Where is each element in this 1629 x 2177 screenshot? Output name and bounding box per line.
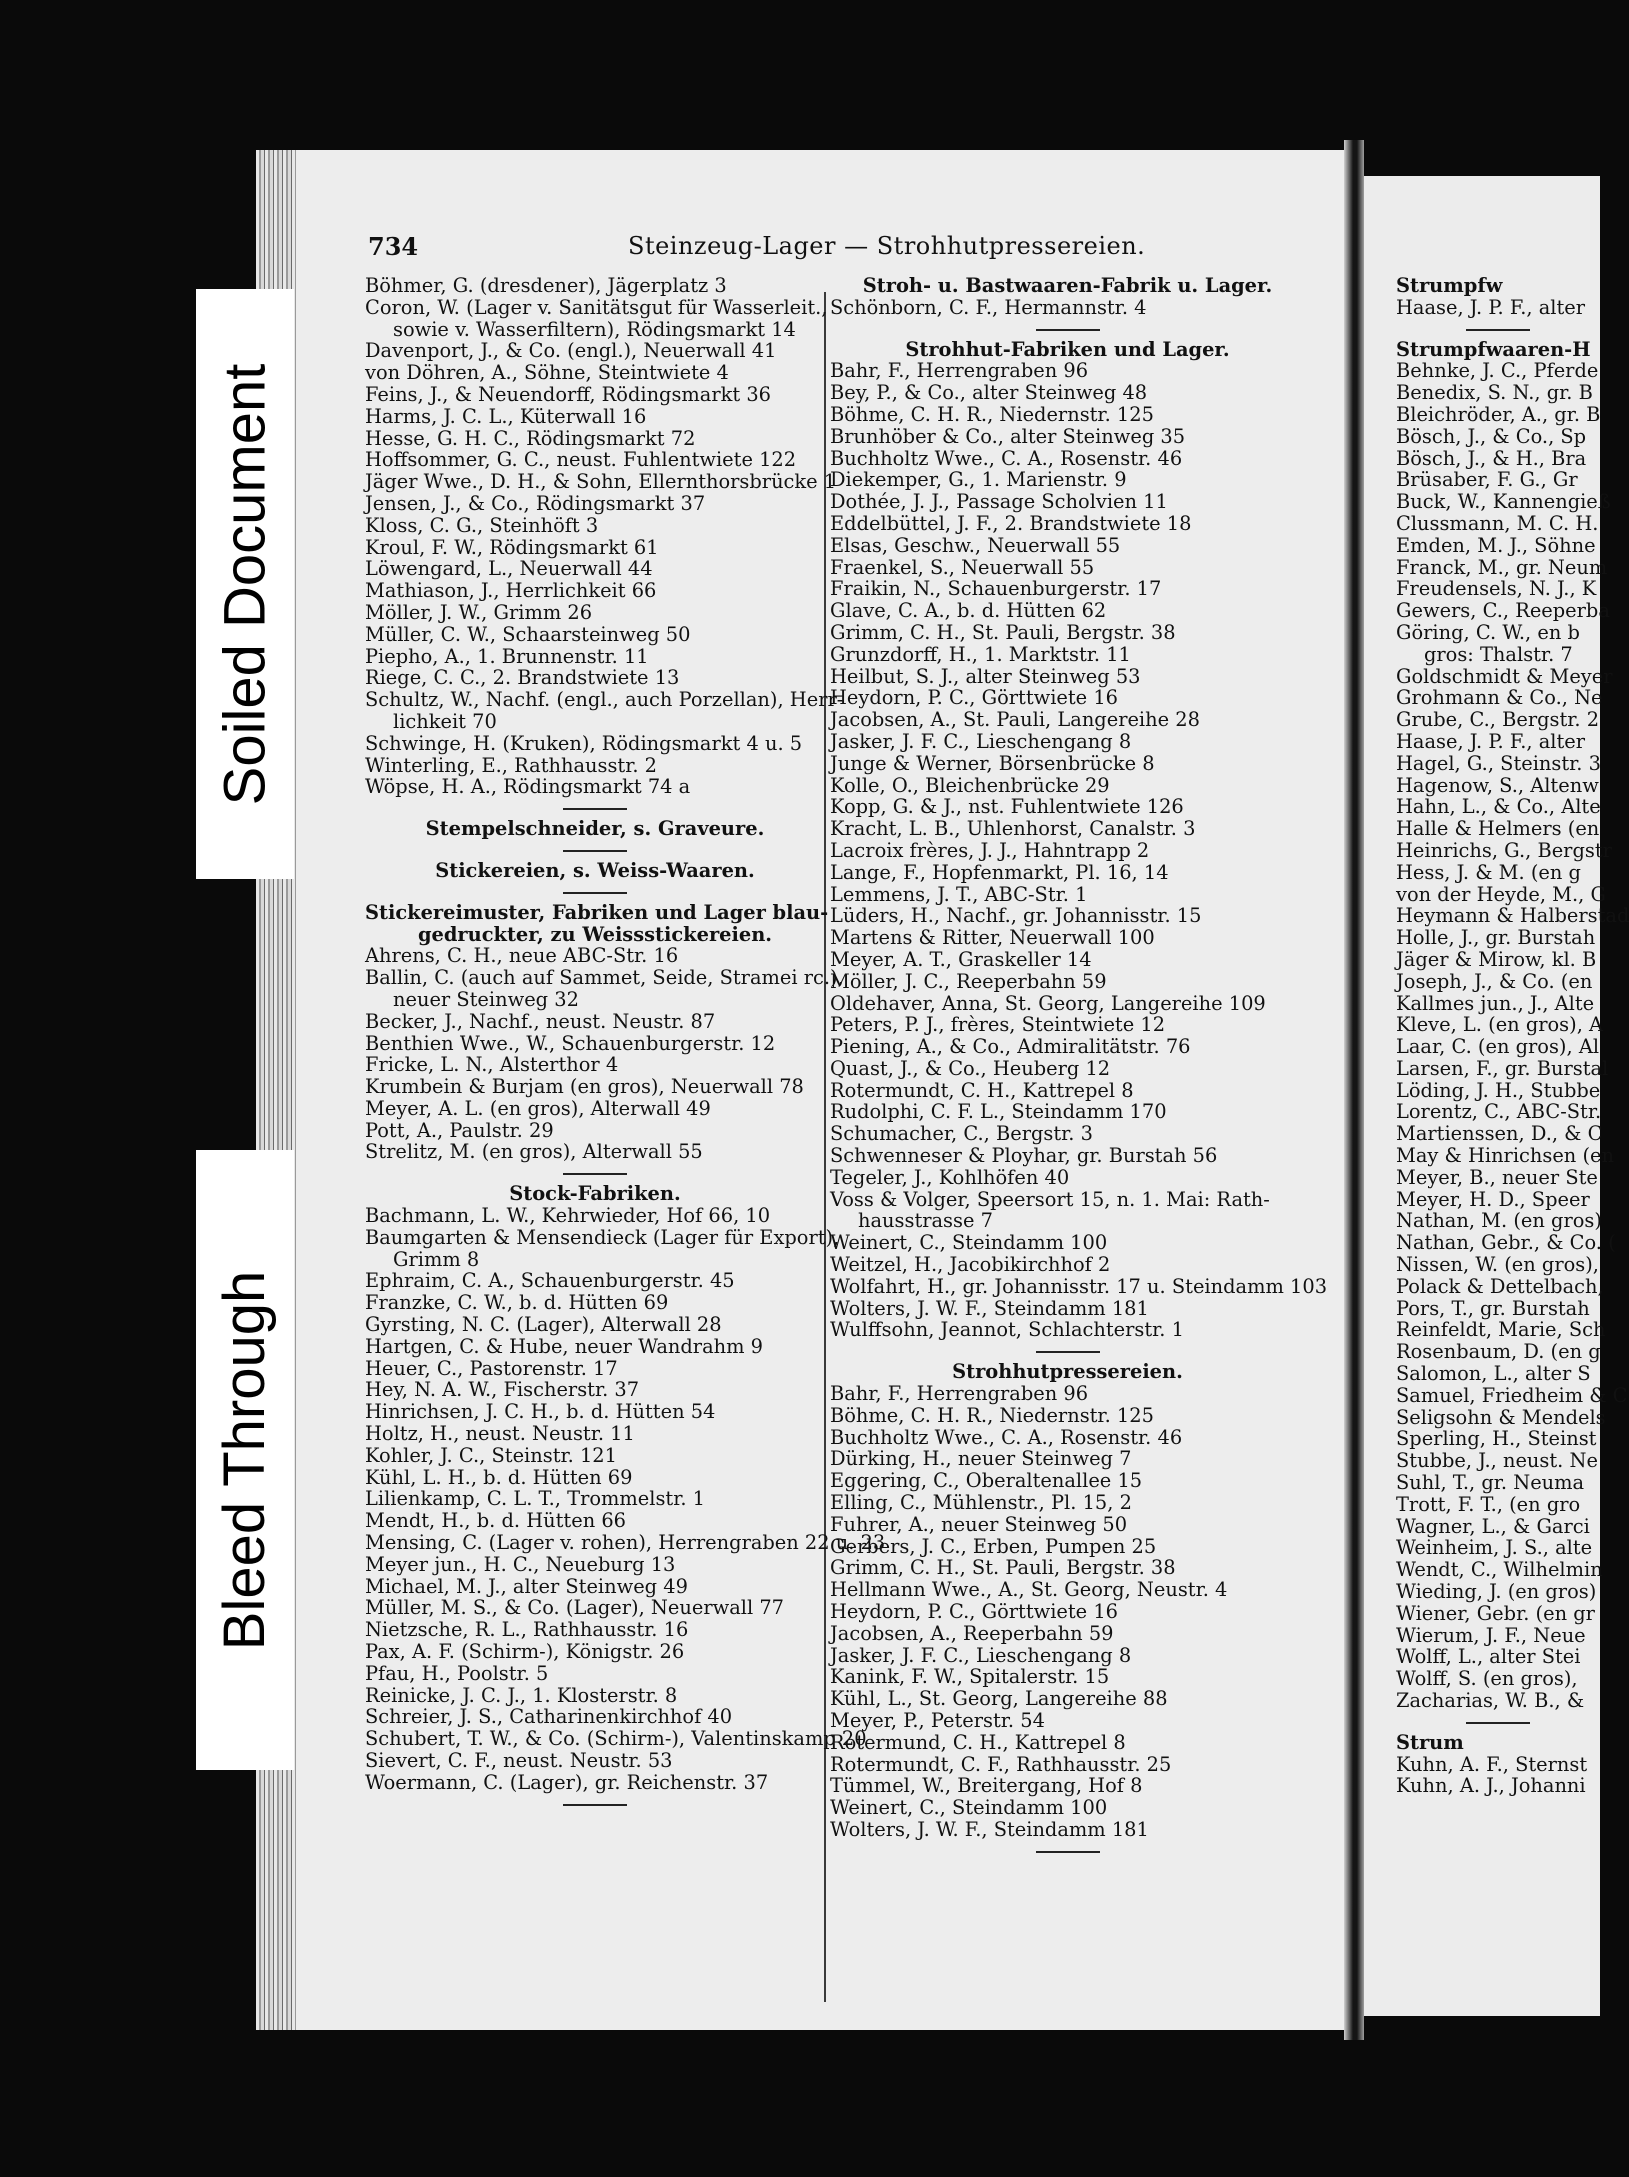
directory-entry: Hellmann Wwe., A., St. Georg, Neustr. 4 bbox=[830, 1578, 1228, 1602]
directory-entry: Krumbein & Burjam (en gros), Neuerwall 78 bbox=[365, 1075, 804, 1099]
directory-entry: Laar, C. (en gros), Al bbox=[1396, 1035, 1600, 1059]
directory-entry: Heydorn, P. C., Görttwiete 16 bbox=[830, 686, 1118, 710]
section-divider bbox=[830, 319, 1305, 339]
soiled-document-label-text: Soiled Document bbox=[212, 363, 278, 805]
directory-entry: Pott, A., Paulstr. 29 bbox=[365, 1118, 554, 1142]
directory-entry: Wiener, Gebr. (en gr bbox=[1396, 1601, 1595, 1625]
page-number: 734 bbox=[368, 232, 419, 261]
directory-entry: Sievert, C. F., neust. Neustr. 53 bbox=[365, 1749, 673, 1772]
directory-entry: Rotermundt, C. H., Kattrepel 8 bbox=[830, 1078, 1134, 1102]
directory-entry: Gewers, C., Reeperba bbox=[1396, 599, 1610, 623]
directory-entry: Fraenkel, S., Neuerwall 55 bbox=[830, 555, 1095, 579]
directory-entry: Kleve, L. (en gros), A bbox=[1396, 1013, 1604, 1037]
directory-entry: Löding, J. H., Stubbe bbox=[1396, 1078, 1601, 1102]
directory-entry: Brunhöber & Co., alter Steinweg 35 bbox=[830, 424, 1186, 448]
directory-entry: Trott, F. T., (en gro bbox=[1396, 1492, 1581, 1516]
section-heading: Stickereimuster, Fabriken und Lager blau- bbox=[365, 900, 829, 924]
directory-entry: Meyer, A. T., Graskeller 14 bbox=[830, 947, 1092, 971]
directory-entry: Buck, W., Kannengieß bbox=[1396, 490, 1611, 514]
directory-entry: May & Hinrichsen (en bbox=[1396, 1144, 1614, 1168]
directory-entry: Nietzsche, R. L., Rathhausstr. 16 bbox=[365, 1618, 689, 1642]
directory-entry: Fricke, L. N., Alsterthor 4 bbox=[365, 1053, 619, 1077]
entry-continuation: sowie v. Wasserfiltern), Rödingsmarkt 14 bbox=[393, 317, 796, 341]
directory-entry: Heinrichs, G., Bergstr bbox=[1396, 838, 1612, 862]
directory-entry: Grube, C., Bergstr. 2 bbox=[1396, 708, 1600, 732]
directory-entry: Strelitz, M. (en gros), Alterwall 55 bbox=[365, 1140, 703, 1164]
directory-entry: Ahrens, C. H., neue ABC-Str. 16 bbox=[365, 944, 679, 968]
directory-entry: Rudolphi, C. F. L., Steindamm 170 bbox=[830, 1100, 1167, 1124]
directory-entry: Bachmann, L. W., Kehrwieder, Hof 66, 10 bbox=[365, 1204, 771, 1228]
directory-entry: Dothée, J. J., Passage Scholvien 11 bbox=[830, 490, 1168, 514]
directory-entry: Samuel, Friedheim & C bbox=[1396, 1383, 1628, 1407]
directory-entry: Jacobsen, A., Reeperbahn 59 bbox=[830, 1621, 1114, 1645]
directory-entry: Goldschmidt & Meyer bbox=[1396, 664, 1613, 688]
directory-entry: Joseph, J., & Co. (en bbox=[1396, 969, 1593, 993]
directory-entry: Meyer, A. L. (en gros), Alterwall 49 bbox=[365, 1096, 711, 1120]
directory-entry: Grunzdorff, H., 1. Marktstr. 11 bbox=[830, 642, 1131, 666]
directory-entry: Wierum, J. F., Neue bbox=[1396, 1623, 1586, 1647]
book-gutter bbox=[1344, 140, 1364, 2040]
directory-entry: Weinert, C., Steindamm 100 bbox=[830, 1796, 1108, 1820]
directory-entry: Ephraim, C. A., Schauenburgerstr. 45 bbox=[365, 1269, 735, 1293]
directory-entry: Diekemper, G., 1. Marienstr. 9 bbox=[830, 468, 1127, 492]
directory-entry: Lange, F., Hopfenmarkt, Pl. 16, 14 bbox=[830, 860, 1169, 884]
directory-entry: Schwenneser & Ployhar, gr. Burstah 56 bbox=[830, 1144, 1218, 1168]
directory-entry: Meyer, H. D., Speer bbox=[1396, 1187, 1590, 1211]
directory-entry: Kolle, O., Bleichenbrücke 29 bbox=[830, 773, 1110, 797]
directory-entry: Fraikin, N., Schauenburgerstr. 17 bbox=[830, 577, 1162, 601]
directory-entry: Jasker, J. F. C., Lieschengang 8 bbox=[830, 1643, 1132, 1667]
bleed-through-label-text: Bleed Through bbox=[212, 1270, 278, 1650]
section-heading: Strumpfwaaren-H bbox=[1396, 337, 1591, 361]
directory-entry: Bahr, F., Herrengraben 96 bbox=[830, 359, 1089, 383]
directory-entry: Ballin, C. (auch auf Sammet, Seide, Stramei rc.), bbox=[365, 966, 844, 990]
directory-entry: Kohler, J. C., Steinstr. 121 bbox=[365, 1443, 617, 1467]
section-heading: Strohhutpressereien. bbox=[952, 1360, 1183, 1384]
directory-entry: Schönborn, C. F., Hermannstr. 4 bbox=[830, 295, 1147, 319]
section-divider bbox=[365, 1163, 825, 1183]
directory-entry: von der Heyde, M., G bbox=[1396, 882, 1606, 906]
directory-entry: Hagenow, S., Altenw bbox=[1396, 773, 1599, 797]
section-heading: Stroh- u. Bastwaaren-Fabrik u. Lager. bbox=[862, 274, 1273, 297]
directory-entry: Rosenbaum, D. (en g bbox=[1396, 1340, 1601, 1364]
directory-entry: Halle & Helmers (en bbox=[1396, 817, 1600, 841]
directory-entry: Sperling, H., Steinst bbox=[1396, 1427, 1597, 1451]
directory-entry: Gyrsting, N. C. (Lager), Alterwall 28 bbox=[365, 1313, 722, 1337]
bleed-through-label bbox=[196, 1150, 294, 1770]
directory-entry: Kallmes jun., J., Alte bbox=[1396, 991, 1595, 1015]
directory-entry: Meyer jun., H. C., Neueburg 13 bbox=[365, 1552, 676, 1576]
directory-entry: Wieding, J. (en gros) bbox=[1396, 1580, 1597, 1604]
directory-entry: Larsen, F., gr. Burstal bbox=[1396, 1056, 1609, 1080]
directory-entry: Buchholtz Wwe., C. A., Rosenstr. 46 bbox=[830, 1425, 1183, 1449]
directory-entry: Winterling, E., Rathhausstr. 2 bbox=[365, 753, 658, 777]
directory-entry: Riege, C. C., 2. Brandstwiete 13 bbox=[365, 666, 680, 690]
directory-entry: Weitzel, H., Jacobikirchhof 2 bbox=[830, 1253, 1111, 1277]
directory-entry: Jensen, J., & Co., Rödingsmarkt 37 bbox=[365, 491, 706, 515]
directory-entry: Lorentz, C., ABC-Str. bbox=[1396, 1100, 1602, 1124]
directory-entry: Peters, P. J., frères, Steintwiete 12 bbox=[830, 1013, 1166, 1037]
directory-entry: Hoffsommer, G. C., neust. Fuhlentwiete 122 bbox=[365, 448, 797, 472]
directory-entry: Coron, W. (Lager v. Sanitätsgut für Wasserleit., bbox=[365, 295, 828, 319]
directory-entry: Lemmens, J. T., ABC-Str. 1 bbox=[830, 882, 1088, 906]
directory-entry: Baumgarten & Mensendieck (Lager für Export), bbox=[365, 1225, 840, 1249]
directory-entry: Hahn, L., & Co., Alte bbox=[1396, 795, 1601, 819]
entry-continuation: hausstrasse 7 bbox=[858, 1209, 993, 1233]
directory-entry: Lüders, H., Nachf., gr. Johannisstr. 15 bbox=[830, 904, 1202, 928]
directory-entry: Gerbers, J. C., Erben, Pumpen 25 bbox=[830, 1534, 1157, 1558]
directory-entry: Rotermundt, C. F., Rathhausstr. 25 bbox=[830, 1752, 1172, 1776]
directory-entry: Salomon, L., alter S bbox=[1396, 1362, 1591, 1386]
directory-entry: Kracht, L. B., Uhlenhorst, Canalstr. 3 bbox=[830, 817, 1196, 841]
page-header bbox=[368, 232, 1268, 266]
directory-entry: Schubert, T. W., & Co. (Schirm-), Valentinskamp 20 bbox=[365, 1727, 867, 1751]
directory-entry: Quast, J., & Co., Heuberg 12 bbox=[830, 1056, 1111, 1080]
section-heading: Strumpfw bbox=[1396, 274, 1503, 297]
directory-entry: Piepho, A., 1. Brunnenstr. 11 bbox=[365, 644, 649, 668]
directory-entry: Tegeler, J., Kohlhöfen 40 bbox=[830, 1165, 1070, 1189]
directory-entry: Böhme, C. H. R., Niedernstr. 125 bbox=[830, 402, 1154, 426]
directory-entry: Jäger & Mirow, kl. B bbox=[1396, 947, 1597, 971]
directory-entry: Wolters, J. W. F., Steindamm 181 bbox=[830, 1296, 1149, 1320]
directory-entry: Böhmer, G. (dresdener), Jägerplatz 3 bbox=[365, 274, 727, 297]
directory-entry: Holle, J., gr. Burstah bbox=[1396, 926, 1596, 950]
directory-entry: Fuhrer, A., neuer Steinweg 50 bbox=[830, 1512, 1128, 1536]
directory-entry: Benedix, S. N., gr. B bbox=[1396, 381, 1593, 405]
directory-entry: Meyer, P., Peterstr. 54 bbox=[830, 1709, 1045, 1732]
directory-entry: Bahr, F., Herrengraben 96 bbox=[830, 1382, 1089, 1406]
right-page-column bbox=[1396, 274, 1629, 1798]
directory-entry: Müller, C. W., Schaarsteinweg 50 bbox=[365, 622, 691, 646]
directory-entry: Clussmann, M. C. H. bbox=[1396, 511, 1599, 535]
directory-entry: Hagel, G., Steinstr. 3 bbox=[1396, 751, 1601, 775]
directory-entry: Reinicke, J. C. J., 1. Klosterstr. 8 bbox=[365, 1683, 678, 1707]
directory-entry: Nathan, M. (en gros) bbox=[1396, 1209, 1602, 1233]
directory-entry: Michael, M. J., alter Steinweg 49 bbox=[365, 1574, 688, 1598]
directory-entry: Brüsaber, F. G., Gr bbox=[1396, 468, 1578, 492]
section-heading: Stock-Fabriken. bbox=[509, 1182, 681, 1206]
directory-entry: Hesse, G. H. C., Rödingsmarkt 72 bbox=[365, 426, 696, 450]
directory-entry: Kuhn, A. F., Sternst bbox=[1396, 1752, 1588, 1776]
directory-entry: Heilbut, S. J., alter Steinweg 53 bbox=[830, 664, 1141, 688]
directory-entry: Glave, C. A., b. d. Hütten 62 bbox=[830, 599, 1107, 623]
directory-entry: Löwengard, L., Neuerwall 44 bbox=[365, 557, 653, 581]
directory-entry: Polack & Dettelbach, bbox=[1396, 1274, 1604, 1298]
directory-entry: Wagner, L., & Garci bbox=[1396, 1514, 1590, 1538]
directory-entry: Oldehaver, Anna, St. Georg, Langereihe 109 bbox=[830, 991, 1266, 1015]
entry-continuation: Grimm 8 bbox=[393, 1247, 480, 1271]
directory-entry: Franck, M., gr. Neum bbox=[1396, 555, 1608, 579]
directory-entry: Kühl, L., St. Georg, Langereihe 88 bbox=[830, 1687, 1168, 1711]
section-divider bbox=[365, 1794, 825, 1814]
directory-entry: Holtz, H., neust. Neustr. 11 bbox=[365, 1422, 635, 1446]
directory-entry: Grimm, C. H., St. Pauli, Bergstr. 38 bbox=[830, 620, 1176, 644]
section-divider bbox=[1396, 319, 1600, 339]
directory-entry: Jäger Wwe., D. H., & Sohn, Ellernthorsbrücke 1 bbox=[365, 470, 837, 494]
directory-entry: Hinrichsen, J. C. H., b. d. Hütten 54 bbox=[365, 1400, 716, 1424]
section-heading: gedruckter, zu Weissstickereien. bbox=[417, 922, 773, 946]
directory-entry: Behnke, J. C., Pferde bbox=[1396, 359, 1599, 383]
section-heading: Strohhut-Fabriken und Lager. bbox=[905, 337, 1230, 361]
entry-continuation: lichkeit 70 bbox=[393, 709, 497, 733]
directory-entry: Schultz, W., Nachf. (engl., auch Porzellan), Herr- bbox=[365, 688, 844, 712]
directory-entry: Nathan, Gebr., & Co. ( bbox=[1396, 1231, 1616, 1255]
directory-entry: Nissen, W. (en gros), bbox=[1396, 1253, 1599, 1277]
directory-entry: Jacobsen, A., St. Pauli, Langereihe 28 bbox=[830, 708, 1200, 732]
directory-entry: Zacharias, W. B., & bbox=[1396, 1689, 1585, 1712]
directory-entry: Mathiason, J., Herrlichkeit 66 bbox=[365, 579, 657, 603]
directory-entry: Kühl, L. H., b. d. Hütten 69 bbox=[365, 1465, 633, 1489]
directory-entry: Weinheim, J. S., alte bbox=[1396, 1536, 1593, 1560]
directory-entry: Pors, T., gr. Burstah bbox=[1396, 1296, 1590, 1320]
directory-entry: Suhl, T., gr. Neuma bbox=[1396, 1471, 1585, 1495]
directory-entry: Haase, J. P. F., alter bbox=[1396, 729, 1586, 753]
directory-entry: Voss & Volger, Speersort 15, n. 1. Mai: Rath- bbox=[830, 1187, 1270, 1211]
directory-entry: Kloss, C. G., Steinhöft 3 bbox=[365, 513, 599, 537]
directory-entry: Pax, A. F. (Schirm-), Königstr. 26 bbox=[365, 1640, 685, 1664]
directory-entry: Dürking, H., neuer Steinweg 7 bbox=[830, 1447, 1132, 1471]
directory-entry: Junge & Werner, Börsenbrücke 8 bbox=[830, 751, 1155, 775]
directory-entry: Reinfeldt, Marie, Sch bbox=[1396, 1318, 1606, 1342]
directory-entry: Möller, J. W., Grimm 26 bbox=[365, 600, 593, 624]
directory-entry: Piening, A., & Co., Admiralitätstr. 76 bbox=[830, 1035, 1191, 1059]
section-heading: Strum bbox=[1396, 1730, 1464, 1754]
directory-entry: Tümmel, W., Breitergang, Hof 8 bbox=[830, 1774, 1143, 1798]
directory-entry: Freudensels, N. J., K bbox=[1396, 577, 1597, 601]
directory-entry: Bey, P., & Co., alter Steinweg 48 bbox=[830, 381, 1148, 405]
directory-entry: Weinert, C., Steindamm 100 bbox=[830, 1231, 1108, 1255]
directory-entry: Lilienkamp, C. L. T., Trommelstr. 1 bbox=[365, 1487, 706, 1511]
directory-entry: Wendt, C., Wilhelmin bbox=[1396, 1558, 1603, 1582]
directory-entry: Kanink, F. W., Spitalerstr. 15 bbox=[830, 1665, 1110, 1689]
directory-entry: Harms, J. C. L., Küterwall 16 bbox=[365, 404, 647, 428]
directory-entry: Emden, M. J., Söhne bbox=[1396, 533, 1596, 557]
soiled-document-label bbox=[196, 289, 294, 879]
section-heading: Stickereien, s. Weiss-Waaren. bbox=[435, 858, 755, 882]
directory-entry: Elsas, Geschw., Neuerwall 55 bbox=[830, 533, 1121, 557]
directory-entry: Möller, J. C., Reeperbahn 59 bbox=[830, 969, 1107, 993]
directory-entry: Mensing, C. (Lager v. rohen), Herrengraben 22 u. 23 bbox=[365, 1531, 886, 1555]
section-divider bbox=[830, 1841, 1305, 1861]
directory-entry: Becker, J., Nachf., neust. Neustr. 87 bbox=[365, 1009, 716, 1033]
directory-entry: Schreier, J. S., Catharinenkirchhof 40 bbox=[365, 1705, 733, 1729]
directory-entry: Böhme, C. H. R., Niedernstr. 125 bbox=[830, 1403, 1154, 1427]
directory-entry: Hey, N. A. W., Fischerstr. 37 bbox=[365, 1378, 640, 1402]
directory-entry: Kroul, F. W., Rödingsmarkt 61 bbox=[365, 535, 659, 559]
directory-entry: Göring, C. W., en b bbox=[1396, 620, 1580, 644]
directory-entry: Martens & Ritter, Neuerwall 100 bbox=[830, 926, 1155, 950]
directory-entry: Schumacher, C., Bergstr. 3 bbox=[830, 1122, 1093, 1146]
directory-entry: Bösch, J., & H., Bra bbox=[1396, 446, 1587, 470]
directory-entry: Wolff, S. (en gros), bbox=[1396, 1667, 1578, 1691]
entry-continuation: gros: Thalstr. 7 bbox=[1424, 642, 1573, 666]
directory-entry: Eggering, C., Oberaltenallee 15 bbox=[830, 1469, 1143, 1493]
middle-column bbox=[830, 274, 1328, 1861]
directory-entry: Hess, J. & M. (en g bbox=[1396, 860, 1581, 884]
directory-entry: Benthien Wwe., W., Schauenburgerstr. 12 bbox=[365, 1031, 776, 1055]
directory-entry: Eddelbüttel, J. F., 2. Brandstwiete 18 bbox=[830, 511, 1192, 535]
directory-entry: Heydorn, P. C., Görttwiete 16 bbox=[830, 1600, 1118, 1624]
directory-entry: Haase, J. P. F., alter bbox=[1396, 295, 1586, 319]
directory-entry: Feins, J., & Neuendorff, Rödingsmarkt 36 bbox=[365, 382, 772, 406]
directory-entry: Bösch, J., & Co., Sp bbox=[1396, 424, 1587, 448]
directory-entry: Mendt, H., b. d. Hütten 66 bbox=[365, 1509, 627, 1533]
directory-entry: Meyer, B., neuer Ste bbox=[1396, 1165, 1598, 1189]
directory-entry: Wolfahrt, H., gr. Johannisstr. 17 u. Steindamm 103 bbox=[830, 1274, 1328, 1298]
entry-continuation: neuer Steinweg 32 bbox=[393, 987, 579, 1011]
directory-entry: Stubbe, J., neust. Ne bbox=[1396, 1449, 1598, 1473]
directory-entry: Martienssen, D., & C bbox=[1396, 1122, 1603, 1146]
directory-entry: Wulffsohn, Jeannot, Schlachterstr. 1 bbox=[830, 1318, 1184, 1342]
directory-entry: Kuhn, A. J., Johanni bbox=[1396, 1774, 1586, 1798]
directory-entry: Müller, M. S., & Co. (Lager), Neuerwall 77 bbox=[365, 1596, 784, 1620]
section-divider bbox=[830, 1341, 1305, 1361]
directory-entry: Heuer, C., Pastorenstr. 17 bbox=[365, 1356, 618, 1380]
directory-entry: Franzke, C. W., b. d. Hütten 69 bbox=[365, 1291, 669, 1315]
directory-entry: Bleichröder, A., gr. B bbox=[1396, 402, 1601, 426]
directory-entry: Pfau, H., Poolstr. 5 bbox=[365, 1661, 549, 1685]
directory-entry: Wolters, J. W. F., Steindamm 181 bbox=[830, 1817, 1149, 1841]
directory-entry: Jasker, J. F. C., Lieschengang 8 bbox=[830, 729, 1132, 753]
running-head: Steinzeug-Lager — Strohhutpressereien. bbox=[628, 232, 1146, 260]
directory-entry: Seligsohn & Mendels bbox=[1396, 1405, 1606, 1429]
directory-entry: Wolff, L., alter Stei bbox=[1396, 1645, 1581, 1669]
section-divider bbox=[365, 840, 825, 860]
directory-entry: Buchholtz Wwe., C. A., Rosenstr. 46 bbox=[830, 446, 1183, 470]
directory-entry: Wöpse, H. A., Rödingsmarkt 74 a bbox=[365, 775, 691, 799]
left-column bbox=[365, 274, 886, 1814]
directory-entry: Rotermund, C. H., Kattrepel 8 bbox=[830, 1730, 1126, 1754]
directory-entry: Grimm, C. H., St. Pauli, Bergstr. 38 bbox=[830, 1556, 1176, 1580]
directory-entry: Lacroix frères, J. J., Hahntrapp 2 bbox=[830, 838, 1150, 862]
section-divider bbox=[365, 798, 825, 818]
directory-entry: Elling, C., Mühlenstr., Pl. 15, 2 bbox=[830, 1491, 1132, 1515]
directory-entry: von Döhren, A., Söhne, Steintwiete 4 bbox=[365, 361, 729, 385]
directory-entry: Davenport, J., & Co. (engl.), Neuerwall 41 bbox=[365, 339, 777, 363]
section-divider bbox=[365, 882, 825, 902]
section-heading: Stempelschneider, s. Graveure. bbox=[425, 817, 765, 841]
directory-entry: Hartgen, C. & Hube, neuer Wandrahm 9 bbox=[365, 1334, 764, 1358]
directory-entry: Heymann & Halberstad bbox=[1396, 904, 1629, 928]
directory-entry: Schwinge, H. (Kruken), Rödingsmarkt 4 u. 5 bbox=[365, 731, 803, 755]
directory-entry: Kopp, G. & J., nst. Fuhlentwiete 126 bbox=[830, 795, 1184, 819]
directory-entry: Grohmann & Co., Ne bbox=[1396, 686, 1603, 710]
directory-entry: Woermann, C. (Lager), gr. Reichenstr. 37 bbox=[365, 1770, 769, 1794]
section-divider bbox=[1396, 1712, 1600, 1732]
